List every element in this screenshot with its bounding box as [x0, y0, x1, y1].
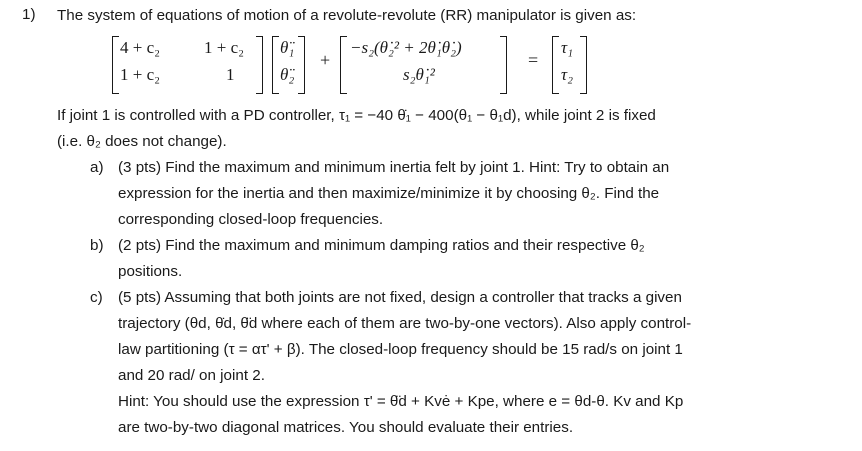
equals-sign: =	[528, 50, 539, 70]
part-a-label: a)	[90, 159, 104, 176]
part-c-label: c)	[90, 289, 103, 306]
part-c-line: trajectory (θd, θ̇d, θ̈d where each of them are two-by-one vectors). Also apply control-	[118, 315, 692, 332]
controller-description-cont: (i.e. θ₂ does not change).	[57, 133, 227, 150]
part-b-line: (2 pts) Find the maximum and minimum damping ratios and their respective θ₂	[118, 237, 645, 254]
equation-of-motion	[108, 36, 608, 94]
part-c-line: (5 pts) Assuming that both joints are not fixed, design a controller that tracks a given	[118, 289, 682, 306]
part-c-hint-cont: are two-by-two diagonal matrices. You should evaluate their entries.	[118, 419, 574, 436]
part-a-line: (3 pts) Find the maximum and minimum inertia felt by joint 1. Hint: Try to obtain an	[118, 159, 670, 176]
part-b-line: positions.	[118, 263, 183, 280]
mass-matrix-r2c2: 1	[226, 65, 235, 84]
part-a-line: expression for the inertia and then maximize/minimize it by choosing θ₂. Find the	[118, 185, 660, 202]
mass-matrix-right-bracket	[256, 36, 263, 94]
mass-matrix-r1c2: 1 + c₂	[204, 38, 245, 57]
accel-vector-right-bracket	[298, 36, 305, 94]
torque-vector-r1: τ₁	[561, 38, 573, 57]
part-a-line: corresponding closed-loop frequencies.	[118, 211, 384, 228]
problem-number: 1)	[22, 6, 36, 23]
mass-matrix-left-bracket	[112, 36, 119, 94]
part-c-line: and 20 rad/ on joint 2.	[118, 367, 265, 384]
torque-vector-left-bracket	[552, 36, 559, 94]
torque-vector-r2: τ₂	[561, 65, 573, 84]
part-b-label: b)	[90, 237, 104, 254]
coriolis-vector-r2: s₂θ̇₁²	[403, 65, 435, 84]
mass-matrix-r2c1: 1 + c₂	[120, 65, 161, 84]
accel-vector-left-bracket	[272, 36, 279, 94]
coriolis-vector-r1: −s₂(θ̇₂² + 2θ̇₁θ̇₂)	[350, 38, 462, 57]
torque-vector-right-bracket	[580, 36, 587, 94]
plus-sign: +	[320, 50, 331, 70]
part-c-line: law partitioning (τ = ατ' + β). The closed-loop frequency should be 15 rad/s on joint 1	[118, 341, 683, 358]
accel-vector-r2: θ̈₂	[280, 65, 295, 84]
coriolis-vector-left-bracket	[340, 36, 347, 94]
controller-description: If joint 1 is controlled with a PD controller, τ₁ = −40 θ̇₁ − 400(θ₁ − θ₁d), while joint 2 is fixed	[57, 107, 656, 124]
coriolis-vector-right-bracket	[500, 36, 507, 94]
accel-vector-r1: θ̈₁	[280, 38, 295, 57]
problem-intro: The system of equations of motion of a revolute-revolute (RR) manipulator is given as:	[57, 7, 637, 24]
mass-matrix-r1c1: 4 + c₂	[120, 38, 161, 57]
part-c-hint: Hint: You should use the expression τ' = θ̈d + Kvė + Kpe, where e = θd-θ. Kv and Kp	[118, 393, 684, 410]
